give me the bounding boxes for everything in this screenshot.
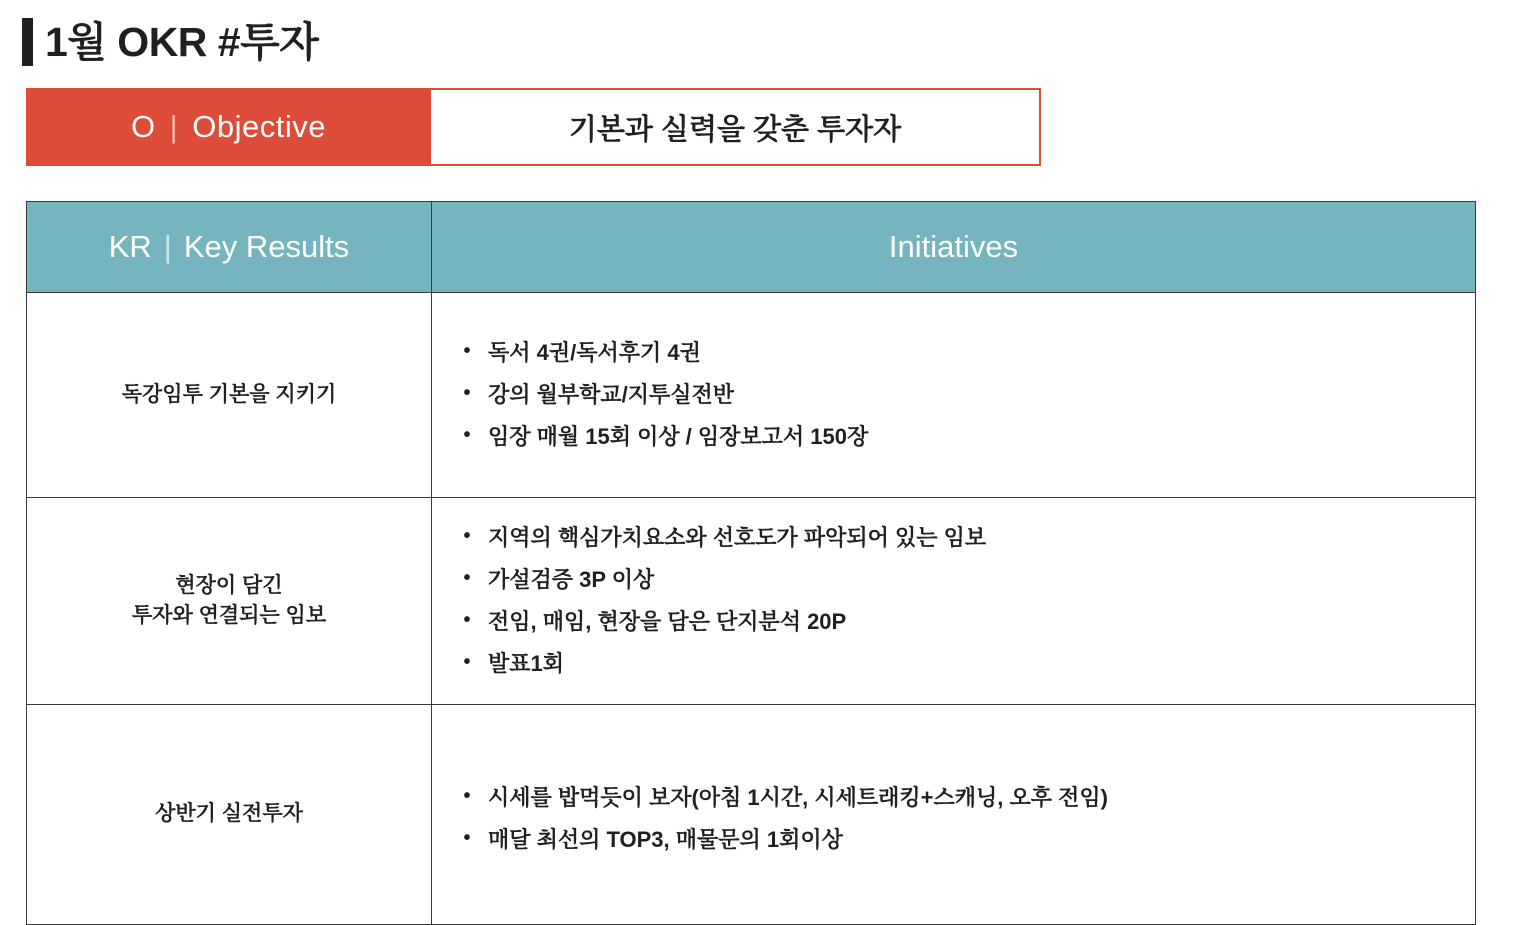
list-item	[446, 517, 1465, 559]
initiatives-cell	[432, 705, 1476, 925]
list-item	[446, 643, 1465, 685]
objective-letter: O	[131, 109, 156, 144]
okr-table	[26, 201, 1476, 925]
table-header-row	[27, 202, 1476, 293]
title-text: 1월 OKR #투자	[45, 18, 319, 65]
list-item	[446, 332, 1465, 374]
list-item-text: 임장 매월 15회 이상 / 임장보고서 150장	[488, 423, 869, 449]
bullet-icon: •	[463, 609, 471, 631]
table-row	[27, 705, 1476, 925]
bullet-icon: •	[463, 340, 471, 363]
objective-block	[26, 88, 1041, 166]
kr-cell-line: 현장이 담긴	[175, 573, 283, 597]
column-header-initiatives: Initiatives	[432, 202, 1476, 293]
list-item-text: 강의 월부학교/지투실전반	[488, 382, 734, 408]
initiatives-cell	[432, 293, 1476, 498]
objective-label	[26, 88, 431, 166]
kr-cell: 상반기 실전투자	[27, 705, 432, 925]
list-item-text: 독서 4권/독서후기 4권	[488, 340, 701, 366]
column-header-key-results	[27, 202, 432, 293]
title-accent-bar	[22, 18, 33, 66]
kr-label-text: Key Results	[183, 229, 350, 264]
list-item	[446, 601, 1465, 643]
bullet-icon: •	[463, 567, 471, 590]
list-item-text: 시세를 밥먹듯이 보자(아침 1시간, 시세트래킹+스캐닝, 오후 전임)	[488, 784, 1108, 810]
list-item-text: 매달 최선의 TOP3, 매물문의 1회이상	[488, 826, 843, 852]
bullet-icon: •	[463, 525, 471, 548]
kr-cell	[27, 498, 432, 705]
list-item-text: 전임, 매임, 현장을 담은 단지분석 20P	[488, 609, 847, 634]
list-item-text: 지역의 핵심가치요소와 선호도가 파악되어 있는 임보	[488, 525, 987, 551]
objective-value: 기본과 실력을 갖춘 투자자	[431, 88, 1041, 166]
table-row	[27, 498, 1476, 705]
initiatives-list	[446, 517, 1465, 684]
bullet-icon: •	[463, 784, 471, 807]
list-item	[446, 416, 1465, 458]
initiatives-list	[446, 777, 1465, 861]
initiatives-list	[446, 332, 1465, 457]
bullet-icon: •	[463, 382, 471, 405]
bullet-icon: •	[463, 826, 471, 849]
list-item-text: 발표1회	[488, 650, 564, 676]
table-row	[27, 293, 1476, 498]
bullet-icon: •	[463, 423, 471, 446]
list-item	[446, 777, 1465, 819]
list-item	[446, 559, 1465, 601]
objective-divider: |	[169, 109, 179, 144]
list-item	[446, 374, 1465, 416]
kr-letters: KR	[108, 229, 152, 264]
objective-label-text: Objective	[192, 109, 326, 144]
kr-cell: 독강임투 기본을 지키기	[27, 293, 432, 498]
initiatives-cell	[432, 498, 1476, 705]
page-title	[22, 18, 1520, 66]
list-item-text: 가설검증 3P 이상	[488, 567, 655, 593]
bullet-icon: •	[463, 650, 471, 673]
kr-cell-line: 투자와 연결되는 임보	[131, 604, 327, 627]
kr-divider: |	[163, 229, 172, 264]
slide	[0, 18, 1520, 873]
list-item	[446, 819, 1465, 861]
